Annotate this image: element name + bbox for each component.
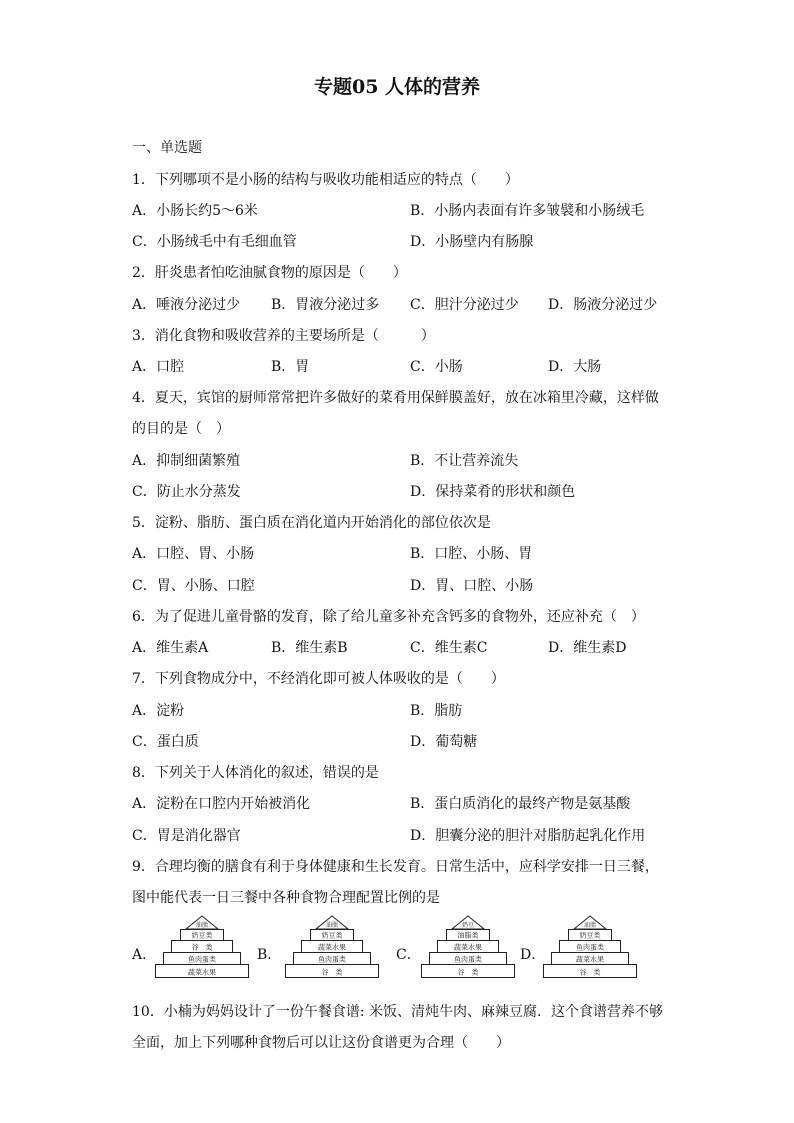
question-5-option-b: B．口腔、小肠、胃 [410,546,533,562]
food-pyramid-graphic [421,914,515,988]
question-1-option-a: A．小肠长约5～6米 [132,203,258,219]
pyramid-b [285,914,379,992]
question-6-option-c: C．维生素C [410,640,488,656]
pyramid-level-label: 油脂类 [457,931,479,940]
question-1-option-c: C．小肠绒毛中有毛细血管 [132,234,297,250]
pyramid-level-label: 蔬菜水果 [318,943,346,952]
pyramid-level-label: 鱼肉蛋类 [188,955,216,964]
pyramid-level-label: 谷 类 [457,968,479,977]
question-3-option-c: C．小肠 [410,359,463,375]
pyramid-level-label: 鱼肉蛋类 [318,955,346,964]
question-6-option-a: A．维生素A [132,640,209,656]
question-8-option-b: B．蛋白质消化的最终产物是氨基酸 [410,796,631,812]
question-1-stem: 1．下列哪项不是小肠的结构与吸收功能相适应的特点（ ） [132,172,519,188]
question-7-option-d: D．葡萄糖 [410,734,478,750]
question-10-stem-line-1: 10．小楠为妈妈设计了一份午餐食谱: 米饭、清炖牛肉、麻辣豆腐．这个食谱营养不够 [132,1004,663,1020]
pyramid-level-label: 油脂 [325,922,339,929]
question-4-stem-line-2: 的目的是（ ） [132,421,230,437]
pyramid-level-label: 油脂 [583,922,597,929]
question-2-stem: 2．肝炎患者怕吃油腻食物的原因是（ ） [132,265,407,281]
question-2-option-b: B．胃液分泌过多 [271,297,380,313]
page-title: 专题05 人体的营养 [313,76,481,98]
question-4-option-b: B．不让营养流失 [410,453,519,469]
section-heading: 一、单选题 [132,140,202,156]
question-3-stem: 3．消化食物和吸收营养的主要场所是（ ） [132,328,435,344]
question-7-stem: 7．下列食物成分中，不经消化即可被人体吸收的是（ ） [132,671,505,687]
question-8-option-a: A．淀粉在口腔内开始被消化 [132,796,311,812]
question-3-option-d: D．大肠 [548,359,602,375]
food-pyramid-graphic [155,914,249,988]
pyramid-level-label: 奶豆类 [321,931,343,940]
food-pyramid-graphic [543,914,637,988]
question-8-stem: 8．下列关于人体消化的叙述，错误的是 [132,765,379,781]
pyramid-level-label: 蔬菜水果 [188,968,216,977]
question-2-option-c: C．胆汁分泌过少 [410,297,519,313]
question-3-option-b: B．胃 [271,359,310,375]
question-4-option-a: A．抑制细菌繁殖 [132,453,241,469]
question-9-stem-line-1: 9．合理均衡的膳食有利于身体健康和生长发育。日常生活中，应科学安排一日三餐， [132,859,659,875]
question-6-stem: 6．为了促进儿童骨骼的发育，除了给儿童多补充含钙多的食物外，还应补充（ ） [132,609,645,625]
pyramid-level-label: 谷 类 [321,968,343,977]
question-9-stem-line-2: 图中能代表一日三餐中各种食物合理配置比例的是 [132,890,440,906]
pyramid-level-label: 奶豆 [461,922,475,929]
question-5-option-d: D．胃、口腔、小肠 [410,578,534,594]
question-8-option-d: D．胆囊分泌的胆汁对脂肪起乳化作用 [410,828,646,844]
question-5-option-a: A．口腔、胃、小肠 [132,546,255,562]
food-pyramid-graphic [285,914,379,988]
question-6-option-d: D．维生素D [548,640,627,656]
question-5-option-c: C．胃、小肠、口腔 [132,578,255,594]
question-4-option-c: C．防止水分蒸发 [132,484,241,500]
question-6-option-b: B．维生素B [271,640,348,656]
pyramid-level-label: 奶豆类 [579,931,601,940]
question-4-stem-line-1: 4．夏天，宾馆的厨师常常把许多做好的菜肴用保鲜膜盖好，放在冰箱里冷藏，这样做 [132,390,659,406]
question-7-option-a: A．淀粉 [132,703,185,719]
question-9-option-c: C． [396,947,421,963]
pyramid-level-label: 鱼肉蛋类 [454,955,482,964]
pyramid-a [155,914,249,992]
question-7-option-c: C．蛋白质 [132,734,199,750]
pyramid-level-label: 油脂 [195,922,209,929]
pyramid-level-label: 蔬菜水果 [454,943,482,952]
question-1-option-b: B．小肠内表面有许多皱襞和小肠绒毛 [410,203,645,219]
question-3-option-a: A．口腔 [132,359,185,375]
question-2-option-a: A．唾液分泌过少 [132,297,241,313]
pyramid-level-label: 谷 类 [191,943,213,952]
question-5-stem: 5．淀粉、脂肪、蛋白质在消化道内开始消化的部位依次是 [132,515,491,531]
pyramid-level-label: 奶豆类 [191,931,213,940]
pyramid-c [421,914,515,992]
pyramid-level-label: 蔬菜水果 [576,955,604,964]
pyramid-d [543,914,637,992]
pyramid-level-label: 鱼肉蛋类 [576,943,604,952]
question-9-option-a: A． [132,947,157,963]
question-9-option-b: B． [257,947,282,963]
question-7-option-b: B．脂肪 [410,703,463,719]
question-8-option-c: C．胃是消化器官 [132,828,241,844]
question-4-option-d: D．保持菜肴的形状和颜色 [410,484,576,500]
question-1-option-d: D．小肠壁内有肠腺 [410,234,534,250]
pyramid-level-label: 谷 类 [579,968,601,977]
question-10-stem-line-2: 全面，加上下列哪种食物后可以让这份食谱更为合理（ ） [132,1035,510,1051]
question-9-option-d: D． [520,947,546,963]
question-2-option-d: D．肠液分泌过少 [548,297,658,313]
